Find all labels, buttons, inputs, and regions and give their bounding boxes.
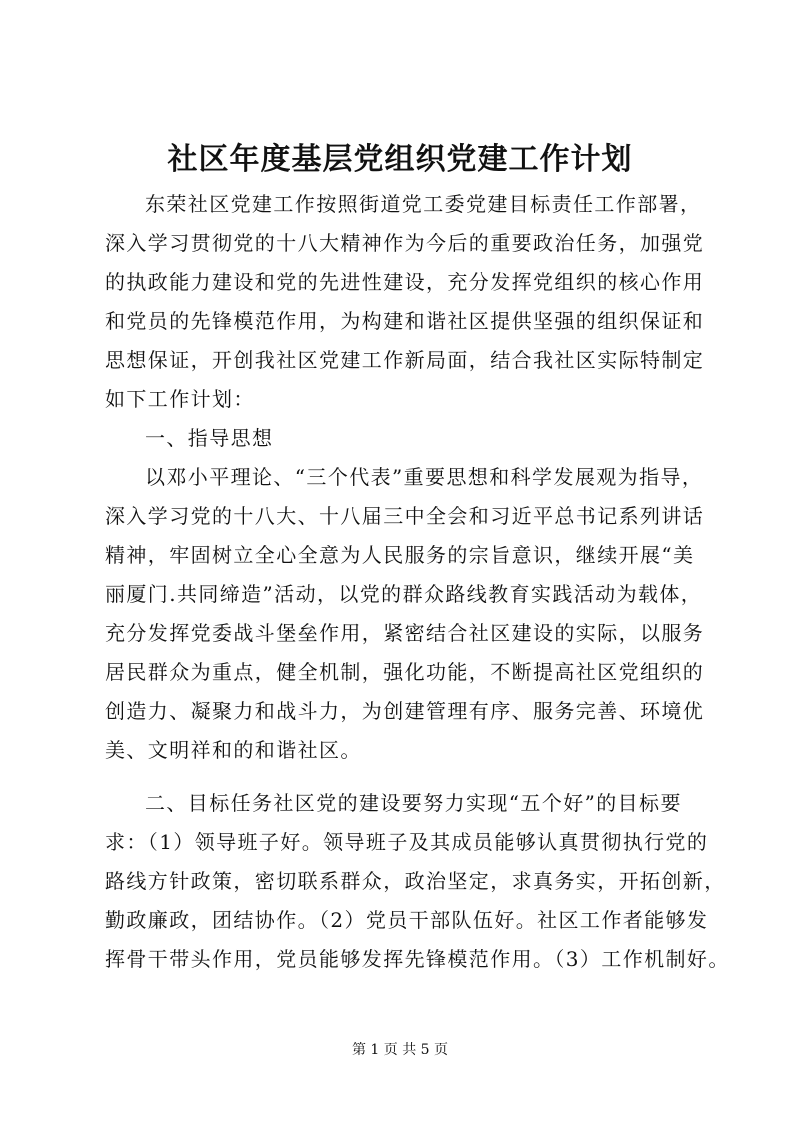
paragraph-line: 精神，牢固树立全心全意为人民服务的宗旨意识，继续开展“美 [105, 543, 695, 567]
paragraph-line: 求：（1）领导班子好。领导班子及其成员能够认真贯彻执行党的 [105, 830, 709, 854]
paragraph-line: 路线方针政策，密切联系群众，政治坚定，求真务实，开拓创新， [105, 869, 726, 893]
document-body [105, 185, 730, 979]
paragraph-line: 的执政能力建设和党的先进性建设，充分发挥党组织的核心作用 [105, 270, 705, 294]
paragraph-line: 深入学习贯彻党的十八大精神作为今后的重要政治任务，加强党 [105, 231, 705, 255]
paragraph-line: 以邓小平理论、“三个代表”重要思想和科学发展观为指导， [145, 465, 704, 489]
paragraph-line: 居民群众为重点，健全机制，强化功能，不断提高社区党组织的 [105, 660, 705, 684]
paragraph-line: 挥骨干带头作用，党员能够发挥先锋模范作用。（3）工作机制好。 [105, 947, 730, 971]
paragraph-line: 深入学习党的十八大、十八届三中全会和习近平总书记系列讲话 [105, 504, 705, 528]
paragraph-line: 东荣社区党建工作按照街道党工委党建目标责任工作部署， [145, 192, 702, 216]
page-title: 社区年度基层党组织党建工作计划 [167, 142, 633, 177]
paragraph-line: 充分发挥党委战斗堡垒作用，紧密结合社区建设的实际，以服务 [105, 621, 705, 645]
paragraph-line: 如下工作计划： [105, 387, 255, 411]
paragraph-line: 思想保证，开创我社区党建工作新局面，结合我社区实际特制定 [105, 348, 705, 372]
paragraph-line: 丽厦门.共同缔造”活动，以党的群众路线教育实践活动为载体， [105, 582, 703, 606]
paragraph-line: 和党员的先锋模范作用，为构建和谐社区提供坚强的组织保证和 [105, 309, 705, 333]
page-footer: 第 1 页 共 5 页 [351, 1042, 449, 1058]
paragraph-line: 勤政廉政，团结协作。（2）党员干部队伍好。社区工作者能够发 [105, 908, 709, 932]
section-heading: 一、指导思想 [145, 426, 274, 450]
paragraph-line: 创造力、凝聚力和战斗力，为创建管理有序、服务完善、环境优 [105, 699, 705, 723]
section-heading: 二、目标任务社区党的建设要努力实现“五个好”的目标要 [145, 791, 682, 815]
paragraph-line: 美、文明祥和的和谐社区。 [105, 738, 362, 762]
